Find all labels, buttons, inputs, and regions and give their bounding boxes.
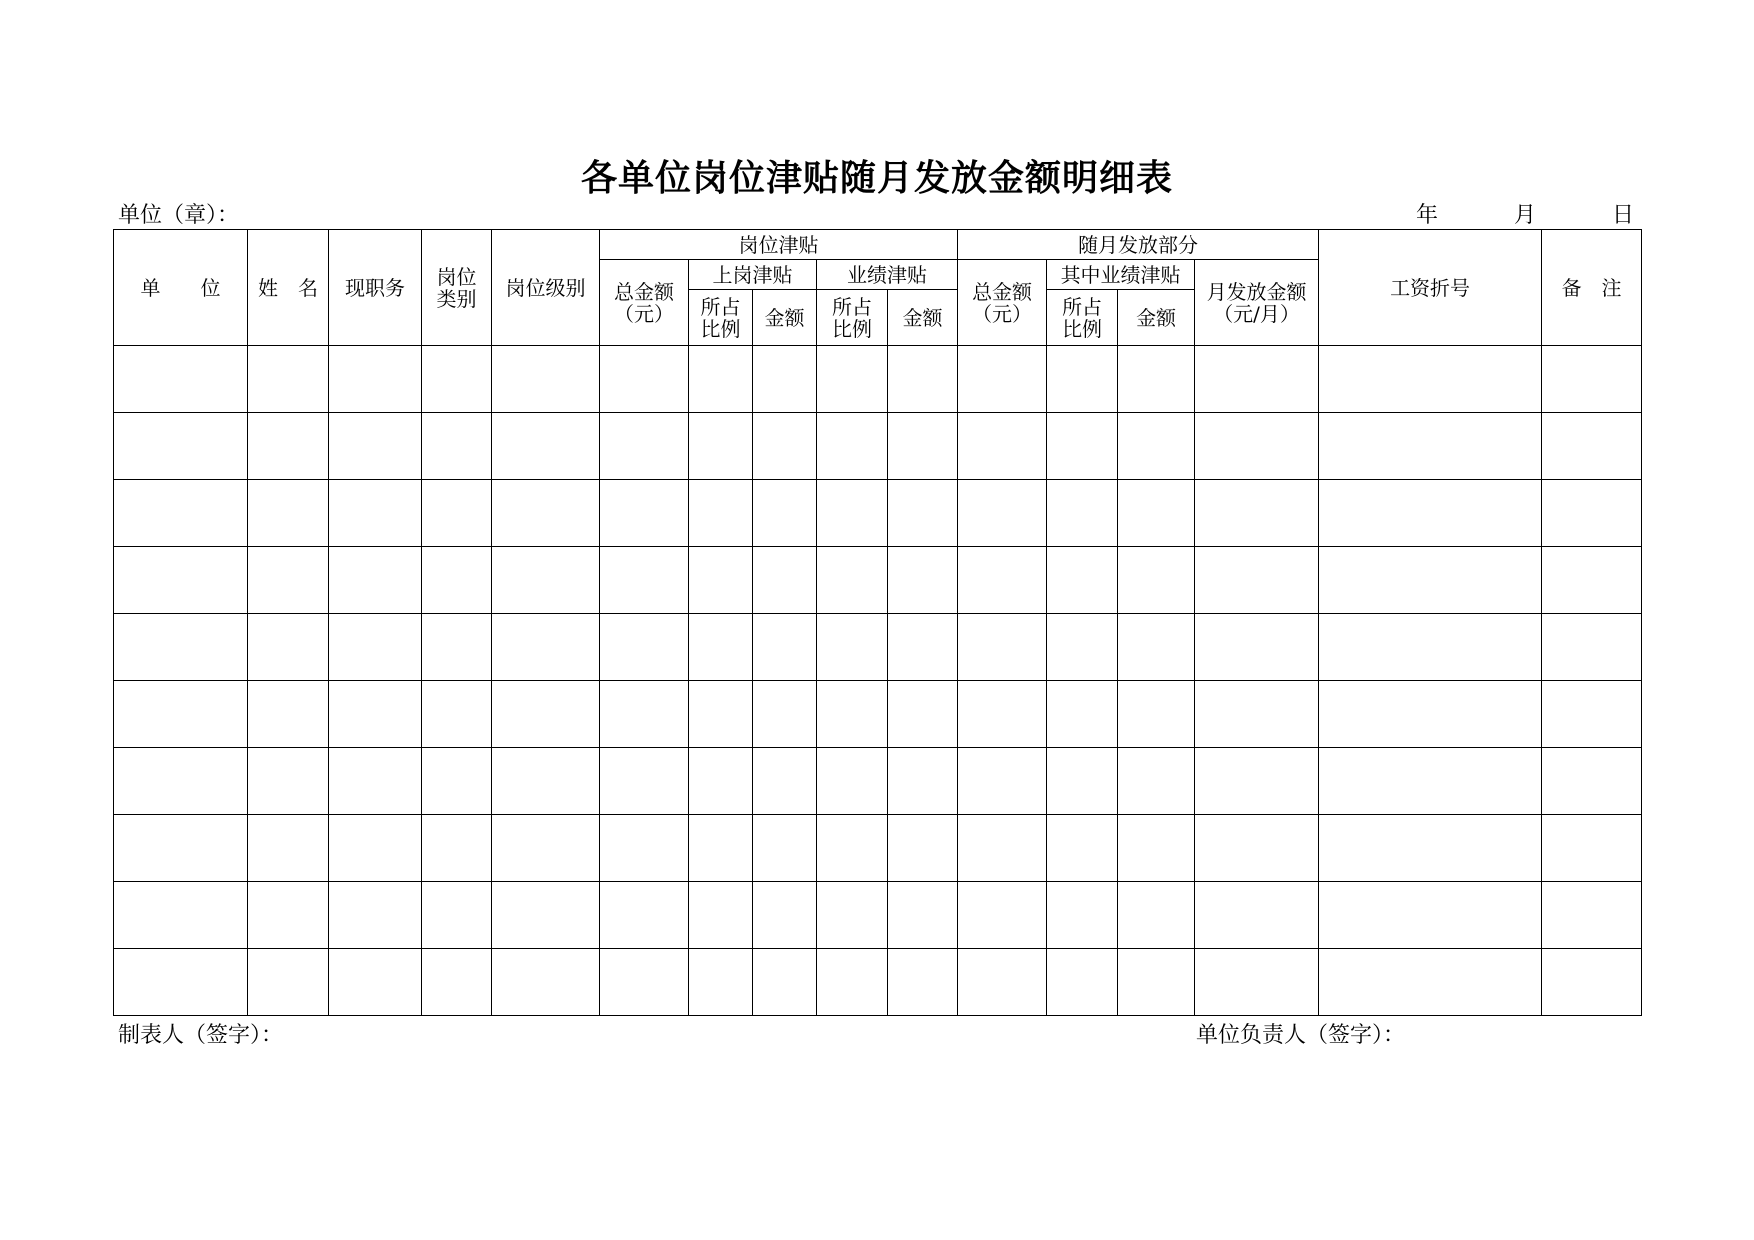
header-on-duty-ratio-text: 所占比例 <box>700 294 741 341</box>
table-cell[interactable] <box>888 949 958 1016</box>
table-cell[interactable] <box>689 748 753 815</box>
table-cell[interactable] <box>888 748 958 815</box>
table-cell[interactable] <box>1118 815 1195 882</box>
table-cell[interactable] <box>329 815 422 882</box>
table-cell[interactable] <box>329 882 422 949</box>
table-cell[interactable] <box>422 815 492 882</box>
table-cell[interactable] <box>689 681 753 748</box>
table-row <box>114 815 1642 882</box>
table-cell[interactable] <box>817 413 888 480</box>
header-monthly-total-text: 总金额（元） <box>972 279 1033 326</box>
table-cell[interactable] <box>248 882 329 949</box>
table-cell[interactable] <box>689 480 753 547</box>
table-cell[interactable] <box>248 413 329 480</box>
table-cell[interactable] <box>114 949 248 1016</box>
header-performance-amount: 金额 <box>888 290 958 346</box>
table-cell[interactable] <box>753 882 817 949</box>
table-cell[interactable] <box>1118 480 1195 547</box>
table-cell[interactable] <box>600 413 689 480</box>
table-cell[interactable] <box>492 614 600 681</box>
header-total-amount <box>600 260 689 346</box>
header-monthly-part: 随月发放部分 <box>958 230 1319 260</box>
table-cell[interactable] <box>817 346 888 413</box>
table-cell[interactable] <box>114 882 248 949</box>
table-cell[interactable] <box>958 614 1047 681</box>
table-cell[interactable] <box>422 681 492 748</box>
header-name: 姓 名 <box>248 230 329 346</box>
date-month-label: 月 <box>1514 203 1537 228</box>
table-cell[interactable] <box>114 480 248 547</box>
table-cell[interactable] <box>1047 949 1118 1016</box>
table-cell[interactable] <box>114 547 248 614</box>
table-cell[interactable] <box>248 748 329 815</box>
header-monthly-amount-text: 月发放金额（元/月） <box>1206 279 1307 326</box>
table-row <box>114 480 1642 547</box>
table-cell[interactable] <box>888 413 958 480</box>
header-monthly-perf-amount: 金额 <box>1118 290 1195 346</box>
table-cell[interactable] <box>114 681 248 748</box>
table-cell[interactable] <box>753 748 817 815</box>
table-cell[interactable] <box>888 815 958 882</box>
table-cell[interactable] <box>1118 748 1195 815</box>
table-cell[interactable] <box>1319 413 1542 480</box>
table-row <box>114 748 1642 815</box>
table-cell[interactable] <box>492 681 600 748</box>
table-cell[interactable] <box>689 413 753 480</box>
table-cell[interactable] <box>1319 547 1542 614</box>
table-cell[interactable] <box>1047 413 1118 480</box>
table-cell[interactable] <box>888 346 958 413</box>
table-cell[interactable] <box>329 748 422 815</box>
table-cell[interactable] <box>1319 681 1542 748</box>
table-cell[interactable] <box>329 480 422 547</box>
preparer-signature-label: 制表人（签字）： <box>118 1023 284 1048</box>
table-cell[interactable] <box>689 949 753 1016</box>
table-cell[interactable] <box>422 346 492 413</box>
table-cell[interactable] <box>817 614 888 681</box>
table-cell[interactable] <box>753 815 817 882</box>
table-cell[interactable] <box>1542 346 1642 413</box>
header-performance-ratio-text: 所占比例 <box>832 294 872 341</box>
table-cell[interactable] <box>114 815 248 882</box>
table-cell[interactable] <box>248 346 329 413</box>
table-cell[interactable] <box>600 748 689 815</box>
header-remarks: 备 注 <box>1542 230 1642 346</box>
table-cell[interactable] <box>1195 882 1319 949</box>
table-cell[interactable] <box>492 949 600 1016</box>
table-cell[interactable] <box>492 413 600 480</box>
table-cell[interactable] <box>1118 614 1195 681</box>
table-cell[interactable] <box>1118 882 1195 949</box>
allowance-detail-table <box>113 229 1642 1016</box>
header-monthly-amount <box>1195 260 1319 346</box>
table-cell[interactable] <box>1047 614 1118 681</box>
table-cell[interactable] <box>329 413 422 480</box>
table-cell[interactable] <box>753 413 817 480</box>
table-cell[interactable] <box>1195 748 1319 815</box>
table-cell[interactable] <box>329 346 422 413</box>
table-cell[interactable] <box>422 614 492 681</box>
table-cell[interactable] <box>888 614 958 681</box>
table-cell[interactable] <box>248 681 329 748</box>
header-performance-ratio <box>817 290 888 346</box>
table-cell[interactable] <box>753 480 817 547</box>
table-cell[interactable] <box>329 614 422 681</box>
table-cell[interactable] <box>422 949 492 1016</box>
table-cell[interactable] <box>1047 748 1118 815</box>
table-cell[interactable] <box>1118 681 1195 748</box>
table-cell[interactable] <box>817 949 888 1016</box>
table-cell[interactable] <box>422 480 492 547</box>
table-cell[interactable] <box>1195 681 1319 748</box>
table-cell[interactable] <box>329 547 422 614</box>
table-cell[interactable] <box>492 480 600 547</box>
table-cell[interactable] <box>1047 882 1118 949</box>
table-cell[interactable] <box>492 748 600 815</box>
header-on-duty-amount: 金额 <box>753 290 817 346</box>
table-cell[interactable] <box>689 614 753 681</box>
table-cell[interactable] <box>888 681 958 748</box>
table-cell[interactable] <box>888 480 958 547</box>
header-monthly-total <box>958 260 1047 346</box>
header-on-duty-allowance: 上岗津贴 <box>689 260 817 290</box>
table-cell[interactable] <box>958 815 1047 882</box>
table-cell[interactable] <box>329 949 422 1016</box>
header-performance-allowance: 业绩津贴 <box>817 260 958 290</box>
table-cell[interactable] <box>1195 346 1319 413</box>
table-cell[interactable] <box>1195 815 1319 882</box>
table-cell[interactable] <box>600 949 689 1016</box>
table-cell[interactable] <box>1118 346 1195 413</box>
table-cell[interactable] <box>753 614 817 681</box>
table-cell[interactable] <box>1319 949 1542 1016</box>
header-on-duty-ratio <box>689 290 753 346</box>
table-cell[interactable] <box>600 547 689 614</box>
table-cell[interactable] <box>958 681 1047 748</box>
table-row <box>114 346 1642 413</box>
header-post-level: 岗位级别 <box>492 230 600 346</box>
table-cell[interactable] <box>329 681 422 748</box>
table-cell[interactable] <box>248 614 329 681</box>
table-row <box>114 547 1642 614</box>
table-cell[interactable] <box>689 882 753 949</box>
table-cell[interactable] <box>1542 882 1642 949</box>
table-cell[interactable] <box>1118 547 1195 614</box>
header-post-allowance: 岗位津贴 <box>600 230 958 260</box>
table-cell[interactable] <box>1542 480 1642 547</box>
table-row <box>114 413 1642 480</box>
header-monthly-ratio <box>1047 290 1118 346</box>
table-cell[interactable] <box>1047 547 1118 614</box>
date-year-label: 年 <box>1416 203 1439 228</box>
table-row <box>114 614 1642 681</box>
table-cell[interactable] <box>958 882 1047 949</box>
header-payroll-book-no: 工资折号 <box>1319 230 1542 346</box>
table-cell[interactable] <box>817 882 888 949</box>
date-day-label: 日 <box>1612 203 1635 228</box>
header-total-amount-text: 总金额（元） <box>614 279 674 326</box>
table-cell[interactable] <box>114 614 248 681</box>
table-cell[interactable] <box>1542 681 1642 748</box>
table-cell[interactable] <box>492 547 600 614</box>
page-title: 各单位岗位津贴随月发放金额明细表 <box>580 158 1173 199</box>
table-row <box>114 681 1642 748</box>
header-current-position: 现职务 <box>329 230 422 346</box>
table-cell[interactable] <box>492 815 600 882</box>
table-cell[interactable] <box>1195 614 1319 681</box>
table-cell[interactable] <box>817 748 888 815</box>
table-cell[interactable] <box>753 681 817 748</box>
table-cell[interactable] <box>888 547 958 614</box>
table-cell[interactable] <box>1542 949 1642 1016</box>
table-cell[interactable] <box>248 547 329 614</box>
header-post-category-text: 岗位类别 <box>436 264 477 311</box>
table-cell[interactable] <box>1542 748 1642 815</box>
table-cell[interactable] <box>1542 547 1642 614</box>
table-cell[interactable] <box>1047 346 1118 413</box>
table-cell[interactable] <box>689 547 753 614</box>
table-cell[interactable] <box>753 949 817 1016</box>
table-cell[interactable] <box>1118 949 1195 1016</box>
table-cell[interactable] <box>1118 413 1195 480</box>
table-cell[interactable] <box>1542 815 1642 882</box>
table-cell[interactable] <box>958 346 1047 413</box>
table-cell[interactable] <box>1319 882 1542 949</box>
unit-head-signature-label: 单位负责人（签字）： <box>1196 1023 1406 1048</box>
table-cell[interactable] <box>1195 949 1319 1016</box>
table-cell[interactable] <box>492 346 600 413</box>
table-cell[interactable] <box>958 413 1047 480</box>
table-cell[interactable] <box>888 882 958 949</box>
table-cell[interactable] <box>1047 480 1118 547</box>
table-cell[interactable] <box>422 748 492 815</box>
table-body <box>114 346 1642 1016</box>
table-cell[interactable] <box>114 346 248 413</box>
table-cell[interactable] <box>689 815 753 882</box>
table-cell[interactable] <box>248 480 329 547</box>
table-cell[interactable] <box>114 748 248 815</box>
table-cell[interactable] <box>248 949 329 1016</box>
table-cell[interactable] <box>753 346 817 413</box>
unit-stamp-label: 单位（章）： <box>118 203 240 228</box>
table-cell[interactable] <box>958 480 1047 547</box>
table-cell[interactable] <box>422 413 492 480</box>
table-cell[interactable] <box>422 882 492 949</box>
table-cell[interactable] <box>817 547 888 614</box>
table-cell[interactable] <box>1195 547 1319 614</box>
table-cell[interactable] <box>689 346 753 413</box>
table-cell[interactable] <box>958 748 1047 815</box>
header-of-which-performance: 其中业绩津贴 <box>1047 260 1195 290</box>
table-row <box>114 949 1642 1016</box>
header-post-category <box>422 230 492 346</box>
table-cell[interactable] <box>958 949 1047 1016</box>
table-cell[interactable] <box>600 815 689 882</box>
table-cell[interactable] <box>600 614 689 681</box>
table-cell[interactable] <box>1319 614 1542 681</box>
table-cell[interactable] <box>600 882 689 949</box>
table-cell[interactable] <box>492 882 600 949</box>
table-cell[interactable] <box>1319 815 1542 882</box>
table-cell[interactable] <box>817 480 888 547</box>
header-unit: 单 位 <box>114 230 248 346</box>
table-cell[interactable] <box>1319 748 1542 815</box>
table-cell[interactable] <box>817 681 888 748</box>
table-cell[interactable] <box>600 346 689 413</box>
header-monthly-ratio-text: 所占比例 <box>1062 294 1103 341</box>
table-cell[interactable] <box>114 413 248 480</box>
table-cell[interactable] <box>817 815 888 882</box>
table-cell[interactable] <box>958 547 1047 614</box>
table-cell[interactable] <box>248 815 329 882</box>
table-cell[interactable] <box>1319 480 1542 547</box>
table-cell[interactable] <box>600 681 689 748</box>
table-row <box>114 882 1642 949</box>
table-cell[interactable] <box>1542 614 1642 681</box>
table-cell[interactable] <box>1047 815 1118 882</box>
table-cell[interactable] <box>1047 681 1118 748</box>
table-cell[interactable] <box>1542 413 1642 480</box>
table-cell[interactable] <box>600 480 689 547</box>
table-cell[interactable] <box>422 547 492 614</box>
table-cell[interactable] <box>1195 480 1319 547</box>
table-cell[interactable] <box>1195 413 1319 480</box>
table-cell[interactable] <box>753 547 817 614</box>
table-cell[interactable] <box>1319 346 1542 413</box>
